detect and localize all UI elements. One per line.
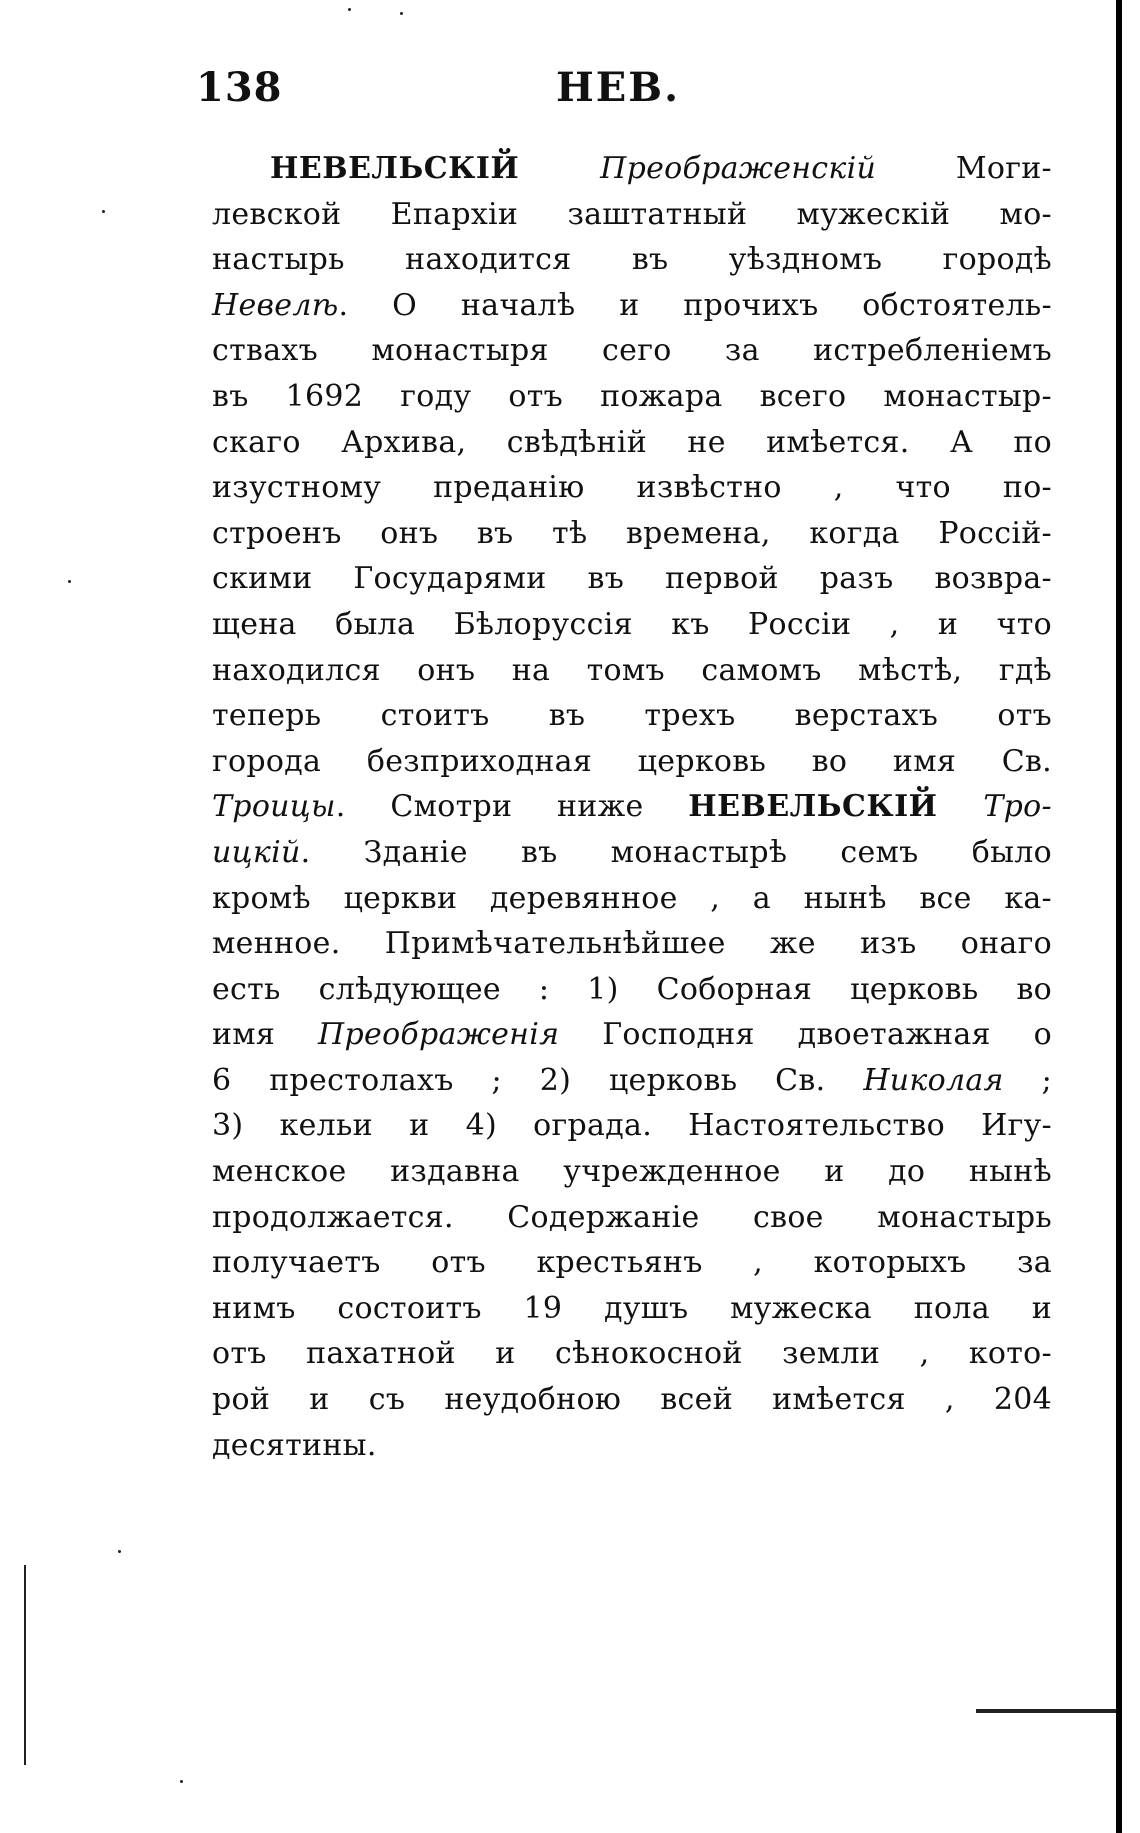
text-line: отъ пахатной и сѣнокосной земли , кото- bbox=[212, 1336, 1052, 1372]
scan-edge-bottom bbox=[976, 1709, 1116, 1713]
scan-speck bbox=[118, 1550, 121, 1553]
text-line: города безприходная церковь во имя Св. bbox=[212, 743, 1052, 779]
text-line: нимъ состоитъ 19 душъ мужеска пола и bbox=[212, 1290, 1052, 1326]
text-line: Невелѣ. О началѣ и прочихъ обстоятель- bbox=[212, 287, 1052, 323]
text-line: 6 престолахъ ; 2) церковь Св. Николая ; bbox=[212, 1062, 1052, 1098]
text-line: въ 1692 году отъ пожара всего монастыр- bbox=[212, 378, 1052, 414]
text-line: менное. Примѣчательнѣйшее же изъ онаго bbox=[212, 926, 1052, 962]
text-line: десятины. bbox=[212, 1427, 377, 1463]
text-line: 3) кельи и 4) ограда. Настоятельство Игу- bbox=[212, 1108, 1052, 1144]
page-number: 138 bbox=[196, 64, 283, 111]
section-title: НЕВ. bbox=[556, 64, 681, 111]
text-line: продолжается. Содержаніе свое монастырь bbox=[212, 1199, 1052, 1235]
italic-term: Преображенія bbox=[318, 1017, 560, 1053]
text-line: ствахъ монастыря сего за истребленіемъ bbox=[212, 333, 1052, 369]
italic-term: Невелѣ bbox=[212, 287, 339, 323]
scan-speck bbox=[400, 12, 403, 15]
text-line: щена была Бѣлоруссія къ Россіи , и что bbox=[212, 606, 1052, 642]
text-line: строенъ онъ въ тѣ времена, когда Россій- bbox=[212, 515, 1052, 551]
scan-speck bbox=[180, 1780, 183, 1783]
text-line: скаго Архива, свѣдѣній не имѣется. А по bbox=[212, 424, 1052, 460]
text-line: находился онъ на томъ самомъ мѣстѣ, гдѣ bbox=[212, 652, 1052, 688]
text-line: скими Государями въ первой разъ возвра- bbox=[212, 561, 1052, 597]
text-line: Троицы. Смотри ниже НЕВЕЛЬСКІЙ Тро- bbox=[212, 789, 1052, 825]
scan-edge-left bbox=[24, 1565, 26, 1765]
text-line: НЕВЕЛЬСКІЙ Преображенскій Моги- bbox=[270, 151, 1052, 186]
italic-term: Тро- bbox=[983, 789, 1052, 825]
scan-edge-right bbox=[1116, 0, 1122, 1833]
italic-term: Троицы bbox=[212, 789, 336, 825]
text-line: изустному преданію извѣстно , что по- bbox=[212, 470, 1052, 506]
italic-term: Преображенскій bbox=[600, 151, 877, 186]
scan-speck bbox=[102, 210, 105, 213]
text-line: левской Епархіи заштатный мужескій мо- bbox=[212, 196, 1052, 232]
text-line: кромѣ церкви деревянное , а нынѣ все ка- bbox=[212, 880, 1052, 916]
entry-headword: НЕВЕЛЬСКІЙ bbox=[270, 151, 601, 186]
italic-term: ицкій bbox=[212, 834, 301, 870]
text-line: настырь находится въ уѣздномъ городѣ bbox=[212, 242, 1052, 278]
text-line: менское издавна учрежденное и до нынѣ bbox=[212, 1154, 1052, 1190]
cross-reference: НЕВЕЛЬСКІЙ bbox=[688, 789, 984, 825]
text-line: рой и съ неудобною всей имѣется , 204 bbox=[212, 1382, 1052, 1418]
text-line: получаетъ отъ крестьянъ , которыхъ за bbox=[212, 1245, 1052, 1281]
scan-speck bbox=[68, 580, 71, 583]
text-line: ицкій. Зданіе въ монастырѣ семъ было bbox=[212, 834, 1052, 870]
running-head bbox=[0, 58, 1140, 118]
text-line: есть слѣдующее : 1) Соборная церковь во bbox=[212, 971, 1052, 1007]
italic-term: Николая bbox=[863, 1062, 1004, 1098]
text-line: теперь стоитъ въ трехъ верстахъ отъ bbox=[212, 698, 1052, 734]
entry-text bbox=[212, 146, 1052, 1468]
text-line: имя Преображенія Господня двоетажная о bbox=[212, 1017, 1052, 1053]
scan-speck bbox=[348, 8, 351, 11]
